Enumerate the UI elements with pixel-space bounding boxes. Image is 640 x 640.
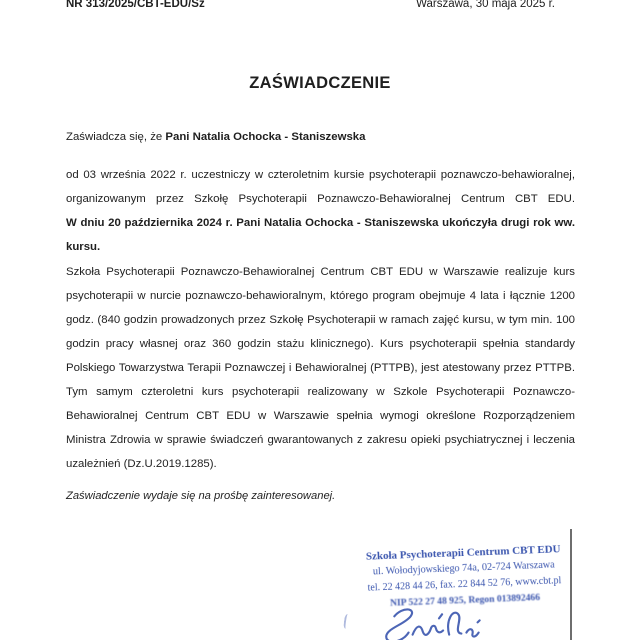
scan-edge-line: [570, 529, 572, 640]
paragraph-course-enrollment: od 03 września 2022 r. uczestniczy w czteroletnim kursie psychoterapii poznawczo-behawioralnej, organizowanym przez Szkołę Psychoterapii Poznawczo-Behawioralnej Centrum CBT EDU.: [66, 169, 575, 205]
stamp-org-name: Szkoła Psychoterapii Centrum CBT EDU: [365, 543, 561, 563]
document-header: [66, 0, 555, 12]
intro-prefix: Zaświadcza się, że: [66, 131, 166, 143]
stamp-ink-smudge: [343, 614, 352, 630]
document-number: NR 313/2025/CBT-EDU/Sz: [66, 0, 205, 10]
issuance-note: Zaświadczenie wydaje się na prośbę zainteresowanej.: [66, 490, 336, 502]
person-name: Pani Natalia Ochocka - Staniszewska: [165, 131, 366, 143]
certificate-title: ZAŚWIADCZENIE: [249, 74, 391, 92]
paragraph-program-details: Szkoła Psychoterapii Poznawczo-Behawioralnej Centrum CBT EDU w Warszawie realizuje kurs psychoterapii w nurcie poznawczo-behawioralnym, którego program obejmuje 4 lata i łącznie 1200 godz. (840 godzin prowadzonych przez Szkołę Psychoterapii w ramach zajęć kursu, w tym min. 100 godzin pracy własnej oraz 360 godzin stażu klinicznego). Kurs psychoterapii spełnia standardy Polskiego Towarzystwa Terapii Poznawczej i Behawioralnej (PTTPB), jest atestowany przez PTTPB. Tym samym czteroletni kurs psychoterapii realizowany w Szkole Psychoterapii Poznawczo-Behawioralnej Centrum CBT EDU w Warszawie spełnia wymogi określone Rozporządzeniem Ministra Zdrowia w sprawie świadczeń gwarantowanych z zakresu opieki psychiatrycznej i leczenia uzależnień (Dz.U.2019.1285).: [66, 266, 575, 470]
organization-stamp: [358, 541, 570, 612]
paragraph-completion-bold: W dniu 20 października 2024 r. Pani Natalia Ochocka - Staniszewska ukończyła drugi rok ww. kursu.: [66, 217, 575, 253]
handwritten-signature: [372, 604, 504, 640]
stamp-tax-ids: NIP 522 27 48 925, Regon 013892466: [389, 592, 541, 609]
intro-line: [66, 125, 575, 149]
stamp-contact: tel. 22 428 44 26, fax. 22 844 52 76, www.cbt.pl: [367, 575, 562, 594]
place-date: Warszawa, 30 maja 2025 r.: [416, 0, 555, 10]
stamp-address: ul. Wołodyjowskiego 74a, 02-724 Warszawa: [372, 559, 555, 578]
